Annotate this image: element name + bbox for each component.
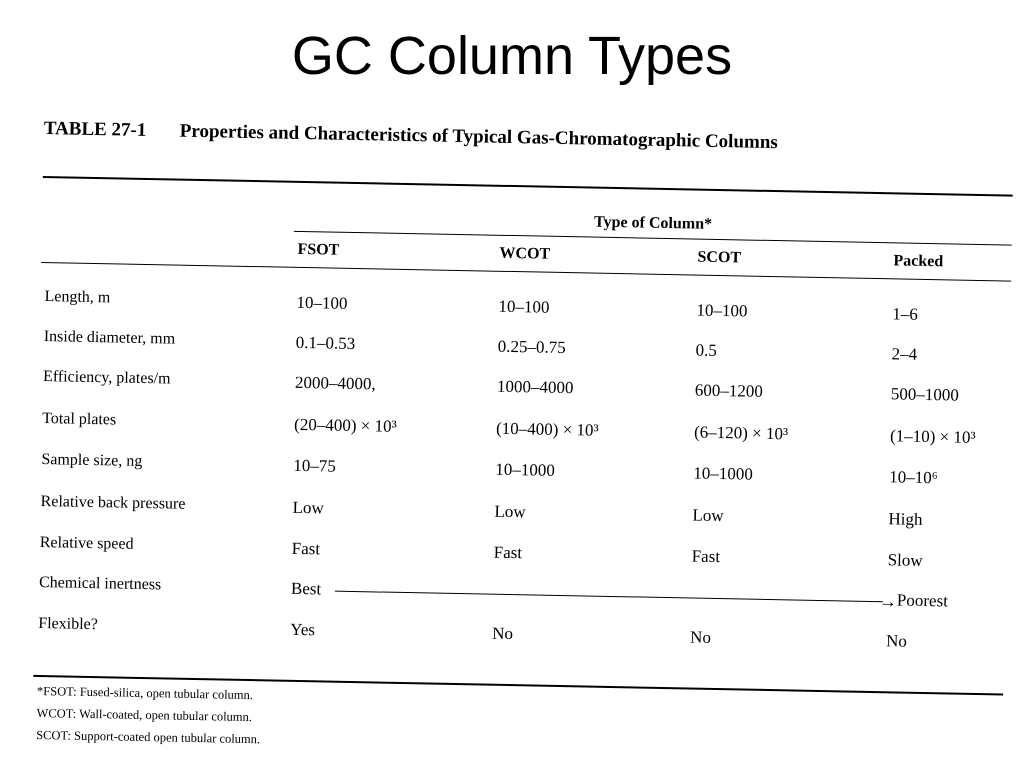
table-cell: Low xyxy=(692,505,724,526)
table-cell: (6–120) × 10³ xyxy=(693,422,789,444)
table-top-rule xyxy=(43,176,1013,197)
row-label-relative-speed: Relative speed xyxy=(39,534,134,553)
table-cell: Fast xyxy=(291,538,321,559)
footnote-fsot: *FSOT: Fused-silica, open tubular column. xyxy=(36,683,254,703)
footnote-scot: SCOT: Support-coated open tubular column. xyxy=(36,727,261,747)
table-cell: (1–10) × 10³ xyxy=(889,426,976,447)
footnote-wcot: WCOT: Wall-coated, open tubular column. xyxy=(36,705,253,725)
table-number: TABLE 27-1 xyxy=(43,118,147,141)
table-cell: Poorest xyxy=(896,590,949,611)
table-cell: 1000–4000 xyxy=(496,376,574,398)
column-header-scot: SCOT xyxy=(697,248,742,267)
table-cell: Low xyxy=(494,501,526,522)
row-label-efficiency: Efficiency, plates/m xyxy=(42,368,171,388)
slide-title: GC Column Types xyxy=(291,26,733,86)
table-cell: 10–1000 xyxy=(693,463,753,484)
table-cell: No xyxy=(885,631,908,651)
table-cell: 0.5 xyxy=(695,340,718,360)
row-label-chemical-inertness: Chemical inertness xyxy=(38,573,162,594)
table-cell: (10–400) × 10³ xyxy=(495,418,599,440)
column-group-header: Type of Column* xyxy=(593,213,713,233)
inertness-arrow-line xyxy=(335,591,883,603)
row-label-length: Length, m xyxy=(44,288,111,307)
header-bottom-rule xyxy=(41,262,1011,282)
column-header-fsot: FSOT xyxy=(297,240,340,259)
table-cell: 10–75 xyxy=(293,455,337,476)
column-header-wcot: WCOT xyxy=(499,244,551,263)
row-label-inside-diameter: Inside diameter, mm xyxy=(43,328,176,348)
table-cell: (20–400) × 10³ xyxy=(293,414,397,436)
table-cell: 0.1–0.53 xyxy=(295,332,356,354)
table-cell: 500–1000 xyxy=(890,384,960,405)
table-cell: 10–100 xyxy=(296,292,348,313)
row-label-flexible: Flexible? xyxy=(38,614,98,634)
column-header-packed: Packed xyxy=(893,252,944,271)
table-cell: 2–4 xyxy=(891,344,918,364)
table-cell: 10–100 xyxy=(498,296,550,317)
table-cell: Yes xyxy=(290,619,316,640)
table-cell: 0.25–0.75 xyxy=(497,336,566,358)
table-cell: No xyxy=(492,623,514,644)
table-cell: Fast xyxy=(691,546,721,567)
table-cell: Best xyxy=(290,578,322,599)
arrow-right-icon: → xyxy=(878,591,898,612)
table-cell: No xyxy=(689,627,712,647)
table-cell: 10–100 xyxy=(696,300,748,321)
table-cell: 2000–4000, xyxy=(294,372,376,394)
row-label-total-plates: Total plates xyxy=(42,410,117,429)
table-cell: Low xyxy=(292,497,324,518)
table-cell: 600–1200 xyxy=(694,380,764,401)
table-scan-image xyxy=(32,118,1024,777)
table-cell: High xyxy=(888,509,923,529)
row-label-sample-size: Sample size, ng xyxy=(41,451,143,470)
table-cell: Fast xyxy=(493,542,523,563)
table-caption-text: Properties and Characteristics of Typical Gas-Chromatographic Columns xyxy=(179,120,778,154)
table-cell: Slow xyxy=(887,550,923,570)
table-cell: 1–6 xyxy=(892,304,919,324)
table-cell: 10–1000 xyxy=(495,459,556,480)
table-cell: 10–10⁶ xyxy=(889,467,938,488)
row-label-back-pressure: Relative back pressure xyxy=(40,493,186,513)
